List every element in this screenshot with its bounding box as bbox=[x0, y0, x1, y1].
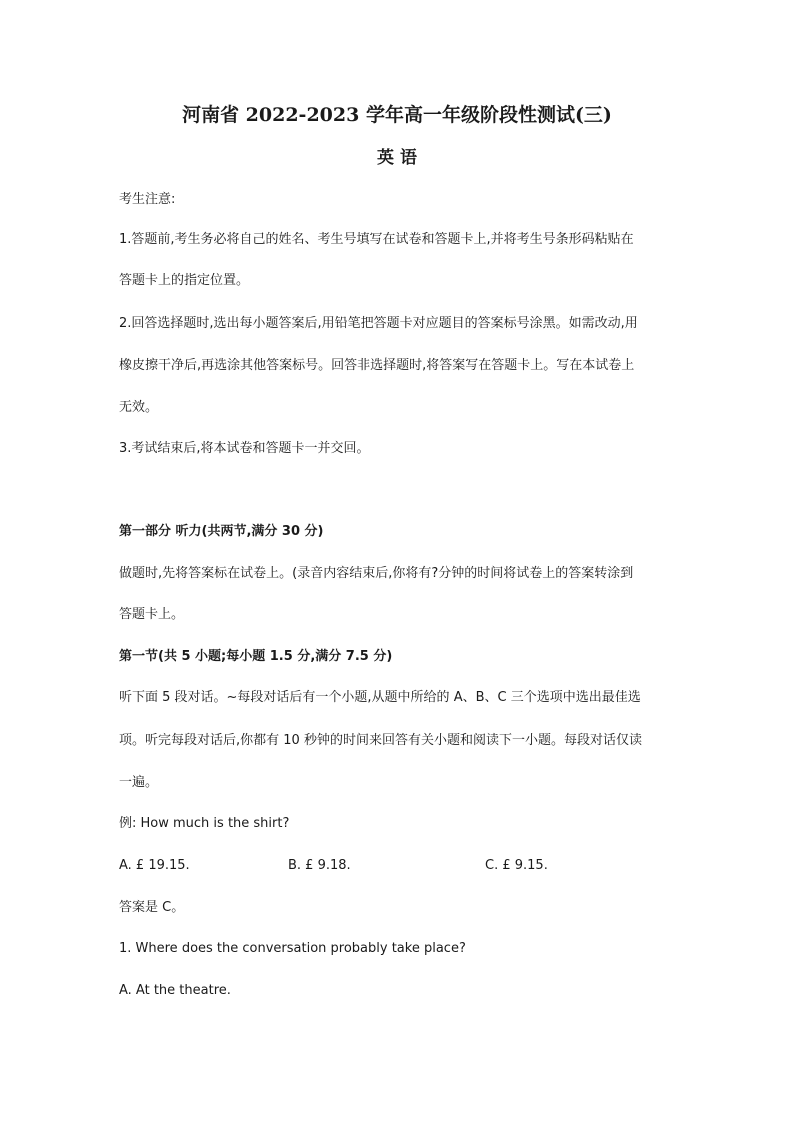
part1-instruction-line-1: 做题时,先将答案标在试卷上。(录音内容结束后,你将有?分钟的时间将试卷上的答案转涂到 bbox=[119, 566, 634, 581]
example-option-c: C. £ 9.15. bbox=[485, 858, 548, 873]
part1-instruction-line-2: 答题卡上。 bbox=[119, 607, 185, 622]
notice-2-line-3: 无效。 bbox=[119, 400, 159, 415]
notice-2-line-1: 2.回答选择题时,选出每小题答案后,用铅笔把答题卡对应题目的答案标号涂黑。如需改动,用 bbox=[119, 316, 638, 331]
example-answer: 答案是 C。 bbox=[119, 900, 185, 915]
section1-instruction-line-2: 项。听完每段对话后,你都有 10 秒钟的时间来回答有关小题和阅读下一小题。每段对话仅读 bbox=[119, 733, 642, 748]
subject-title: 英 语 bbox=[377, 148, 417, 168]
part1-heading: 第一部分 听力(共两节,满分 30 分) bbox=[119, 524, 324, 539]
question-1-option-a: A. At the theatre. bbox=[119, 983, 231, 998]
example-option-a: A. £ 19.15. bbox=[119, 858, 190, 873]
section1-instruction-line-3: 一遍。 bbox=[119, 775, 159, 790]
example-question: 例: How much is the shirt? bbox=[119, 816, 290, 831]
question-1: 1. Where does the conversation probably take place? bbox=[119, 941, 466, 956]
notice-1-line-1: 1.答题前,考生务必将自己的姓名、考生号填写在试卷和答题卡上,并将考生号条形码粘贴在 bbox=[119, 232, 634, 247]
example-option-b: B. £ 9.18. bbox=[288, 858, 351, 873]
notice-3: 3.考试结束后,将本试卷和答题卡一并交回。 bbox=[119, 441, 370, 456]
notice-heading: 考生注意: bbox=[119, 192, 176, 207]
notice-2-line-2: 橡皮擦干净后,再选涂其他答案标号。回答非选择题时,将答案写在答题卡上。写在本试卷上 bbox=[119, 358, 635, 373]
section1-instruction-line-1: 听下面 5 段对话。~每段对话后有一个小题,从题中所给的 A、B、C 三个选项中选出最佳选 bbox=[119, 690, 641, 705]
exam-title: 河南省 2022-2023 学年高一年级阶段性测试(三) bbox=[182, 104, 612, 126]
notice-1-line-2: 答题卡上的指定位置。 bbox=[119, 273, 250, 288]
section1-heading: 第一节(共 5 小题;每小题 1.5 分,满分 7.5 分) bbox=[119, 649, 393, 664]
